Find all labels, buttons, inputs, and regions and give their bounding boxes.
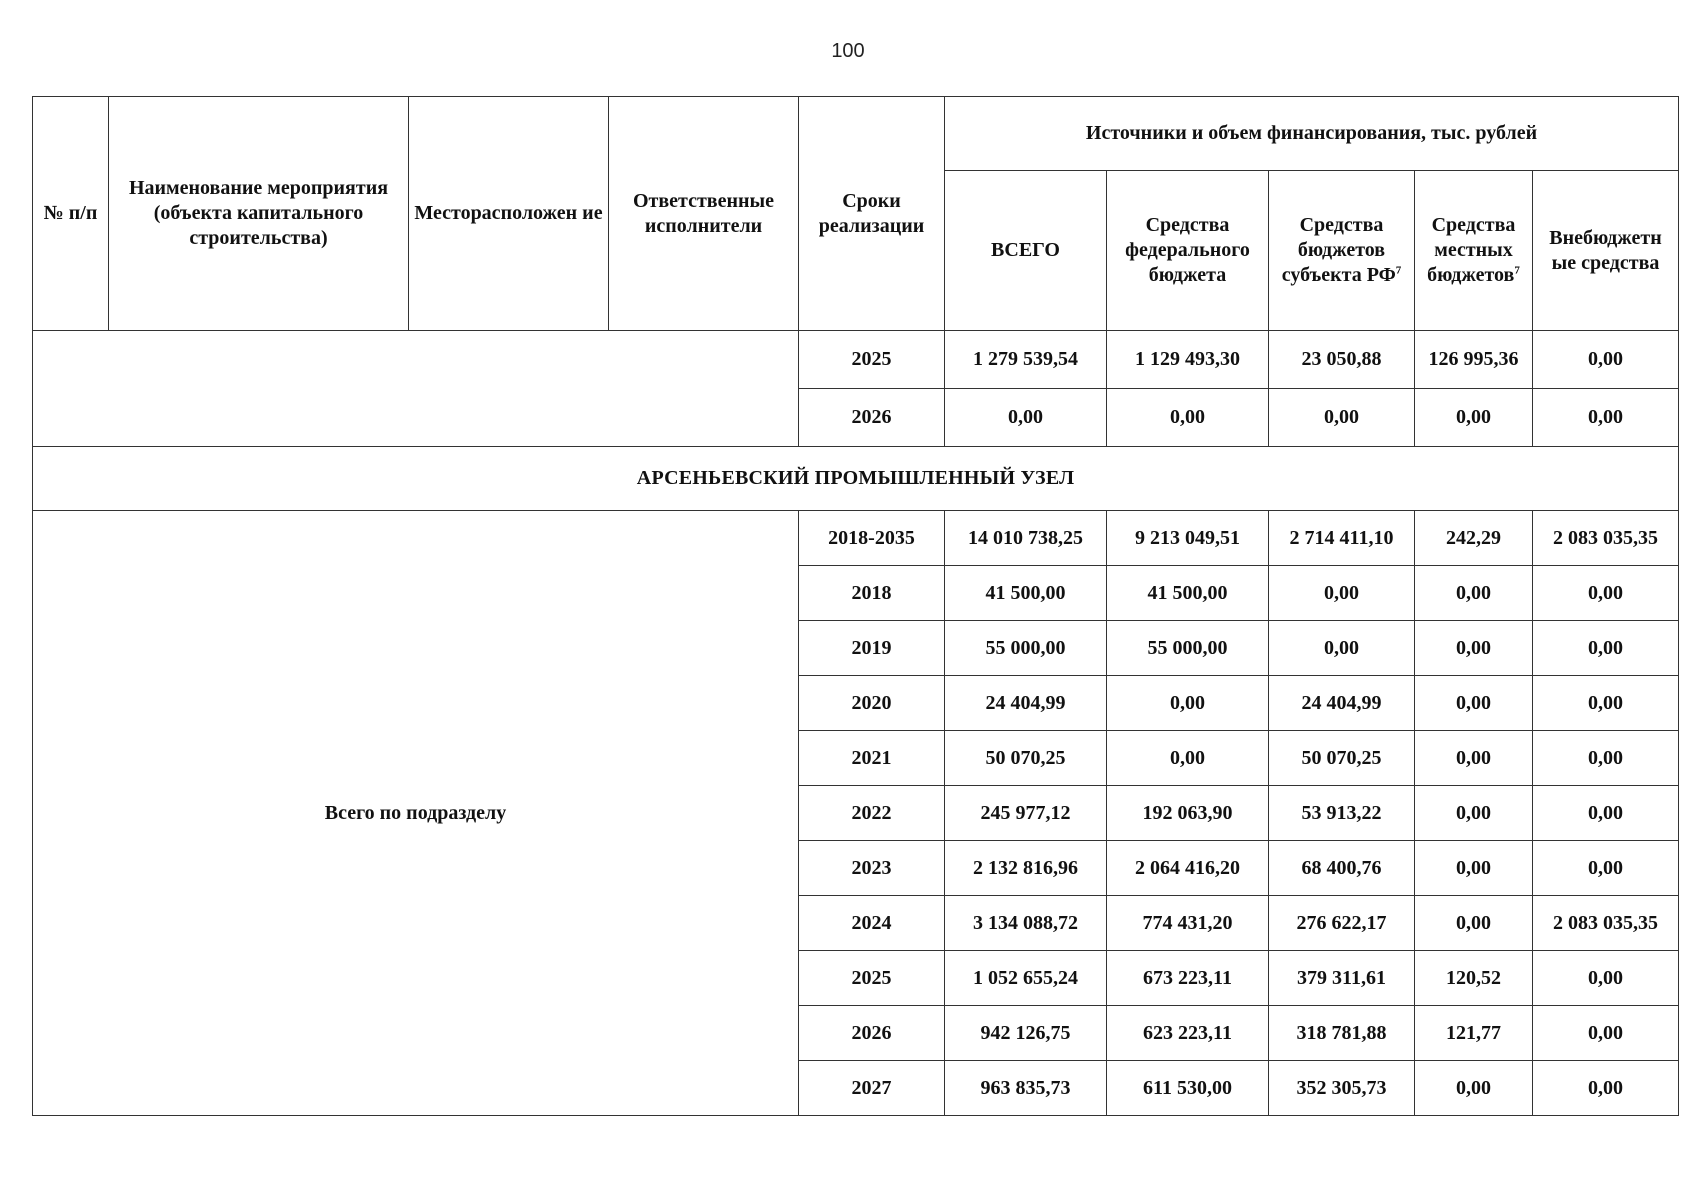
cell-total: 41 500,00 xyxy=(945,566,1107,621)
cell-regional: 24 404,99 xyxy=(1269,676,1415,731)
cell-regional: 2 714 411,10 xyxy=(1269,511,1415,566)
cell-regional: 0,00 xyxy=(1269,621,1415,676)
cell-federal: 623 223,11 xyxy=(1107,1006,1269,1061)
cell-offbudget: 0,00 xyxy=(1533,786,1679,841)
cell-offbudget: 0,00 xyxy=(1533,1061,1679,1116)
funding-table xyxy=(32,96,1679,1116)
cell-regional: 50 070,25 xyxy=(1269,731,1415,786)
cell-offbudget: 0,00 xyxy=(1533,1006,1679,1061)
cell-regional: 352 305,73 xyxy=(1269,1061,1415,1116)
header-federal: Средства федерального бюджета xyxy=(1107,171,1269,331)
cell-federal: 41 500,00 xyxy=(1107,566,1269,621)
cell-federal: 9 213 049,51 xyxy=(1107,511,1269,566)
cell-offbudget: 0,00 xyxy=(1533,841,1679,896)
cell-local: 0,00 xyxy=(1415,896,1533,951)
section-row xyxy=(33,447,1679,511)
header-local-footnote: 7 xyxy=(1514,264,1520,277)
header-regional-label: Средства бюджетов субъекта РФ xyxy=(1281,214,1396,286)
cell-year: 2023 xyxy=(799,841,945,896)
cell-federal: 0,00 xyxy=(1107,676,1269,731)
cell-total: 963 835,73 xyxy=(945,1061,1107,1116)
cell-local: 242,29 xyxy=(1415,511,1533,566)
header-location: Месторасположен ие xyxy=(409,97,609,331)
table-row xyxy=(33,331,1679,389)
cell-year: 2027 xyxy=(799,1061,945,1116)
table-body xyxy=(33,331,1679,1116)
cell-offbudget: 0,00 xyxy=(1533,621,1679,676)
cell-total: 245 977,12 xyxy=(945,786,1107,841)
cell-total: 24 404,99 xyxy=(945,676,1107,731)
cell-offbudget: 2 083 035,35 xyxy=(1533,896,1679,951)
cell-year: 2025 xyxy=(799,951,945,1006)
cell-federal: 673 223,11 xyxy=(1107,951,1269,1006)
cell-local: 126 995,36 xyxy=(1415,331,1533,389)
cell-regional: 0,00 xyxy=(1269,566,1415,621)
cell-federal: 774 431,20 xyxy=(1107,896,1269,951)
cell-regional: 23 050,88 xyxy=(1269,331,1415,389)
header-num: № п/п xyxy=(33,97,109,331)
cell-local: 121,77 xyxy=(1415,1006,1533,1061)
cell-offbudget: 0,00 xyxy=(1533,731,1679,786)
cell-regional: 68 400,76 xyxy=(1269,841,1415,896)
cell-federal: 0,00 xyxy=(1107,731,1269,786)
cell-year: 2020 xyxy=(799,676,945,731)
cell-total: 942 126,75 xyxy=(945,1006,1107,1061)
section-title: АРСЕНЬЕВСКИЙ ПРОМЫШЛЕННЫЙ УЗЕЛ xyxy=(33,447,1679,511)
cell-year: 2022 xyxy=(799,786,945,841)
table-row xyxy=(33,511,1679,566)
cell-federal: 611 530,00 xyxy=(1107,1061,1269,1116)
cell-total: 1 052 655,24 xyxy=(945,951,1107,1006)
cell-offbudget: 0,00 xyxy=(1533,331,1679,389)
cell-local: 0,00 xyxy=(1415,1061,1533,1116)
subtotal-label: Всего по подразделу xyxy=(33,511,799,1116)
cell-offbudget: 0,00 xyxy=(1533,566,1679,621)
header-terms: Сроки реализации xyxy=(799,97,945,331)
cell-federal: 55 000,00 xyxy=(1107,621,1269,676)
cell-offbudget: 0,00 xyxy=(1533,389,1679,447)
cell-total: 2 132 816,96 xyxy=(945,841,1107,896)
cell-offbudget: 0,00 xyxy=(1533,676,1679,731)
cell-regional: 379 311,61 xyxy=(1269,951,1415,1006)
cell-year: 2018-2035 xyxy=(799,511,945,566)
cell-total: 1 279 539,54 xyxy=(945,331,1107,389)
cell-local: 0,00 xyxy=(1415,731,1533,786)
cell-local: 0,00 xyxy=(1415,786,1533,841)
header-offbudget: Внебюджетн ые средства xyxy=(1533,171,1679,331)
header-responsible: Ответственные исполнители xyxy=(609,97,799,331)
cell-federal: 2 064 416,20 xyxy=(1107,841,1269,896)
cell-local: 0,00 xyxy=(1415,621,1533,676)
cell-year: 2021 xyxy=(799,731,945,786)
cell-year: 2026 xyxy=(799,1006,945,1061)
header-name: Наименование мероприятия (объекта капитального строительства) xyxy=(109,97,409,331)
continuation-blank-cell xyxy=(33,331,799,447)
header-regional xyxy=(1269,171,1415,331)
cell-year: 2018 xyxy=(799,566,945,621)
cell-federal: 1 129 493,30 xyxy=(1107,331,1269,389)
cell-year: 2025 xyxy=(799,331,945,389)
cell-total: 55 000,00 xyxy=(945,621,1107,676)
header-local xyxy=(1415,171,1533,331)
cell-total: 0,00 xyxy=(945,389,1107,447)
cell-local: 0,00 xyxy=(1415,676,1533,731)
cell-offbudget: 2 083 035,35 xyxy=(1533,511,1679,566)
cell-year: 2024 xyxy=(799,896,945,951)
cell-local: 120,52 xyxy=(1415,951,1533,1006)
header-total: ВСЕГО xyxy=(945,171,1107,331)
cell-local: 0,00 xyxy=(1415,566,1533,621)
cell-offbudget: 0,00 xyxy=(1533,951,1679,1006)
cell-regional: 53 913,22 xyxy=(1269,786,1415,841)
cell-local: 0,00 xyxy=(1415,841,1533,896)
page-number: 100 xyxy=(831,40,865,62)
cell-regional: 318 781,88 xyxy=(1269,1006,1415,1061)
header-regional-footnote: 7 xyxy=(1395,264,1402,277)
header-local-label: Средства местных бюджетов xyxy=(1427,214,1516,286)
cell-federal: 192 063,90 xyxy=(1107,786,1269,841)
cell-total: 3 134 088,72 xyxy=(945,896,1107,951)
cell-regional: 0,00 xyxy=(1269,389,1415,447)
cell-local: 0,00 xyxy=(1415,389,1533,447)
cell-regional: 276 622,17 xyxy=(1269,896,1415,951)
header-funding-group: Источники и объем финансирования, тыс. рублей xyxy=(945,97,1679,171)
cell-year: 2026 xyxy=(799,389,945,447)
cell-year: 2019 xyxy=(799,621,945,676)
cell-federal: 0,00 xyxy=(1107,389,1269,447)
cell-total: 50 070,25 xyxy=(945,731,1107,786)
cell-total: 14 010 738,25 xyxy=(945,511,1107,566)
